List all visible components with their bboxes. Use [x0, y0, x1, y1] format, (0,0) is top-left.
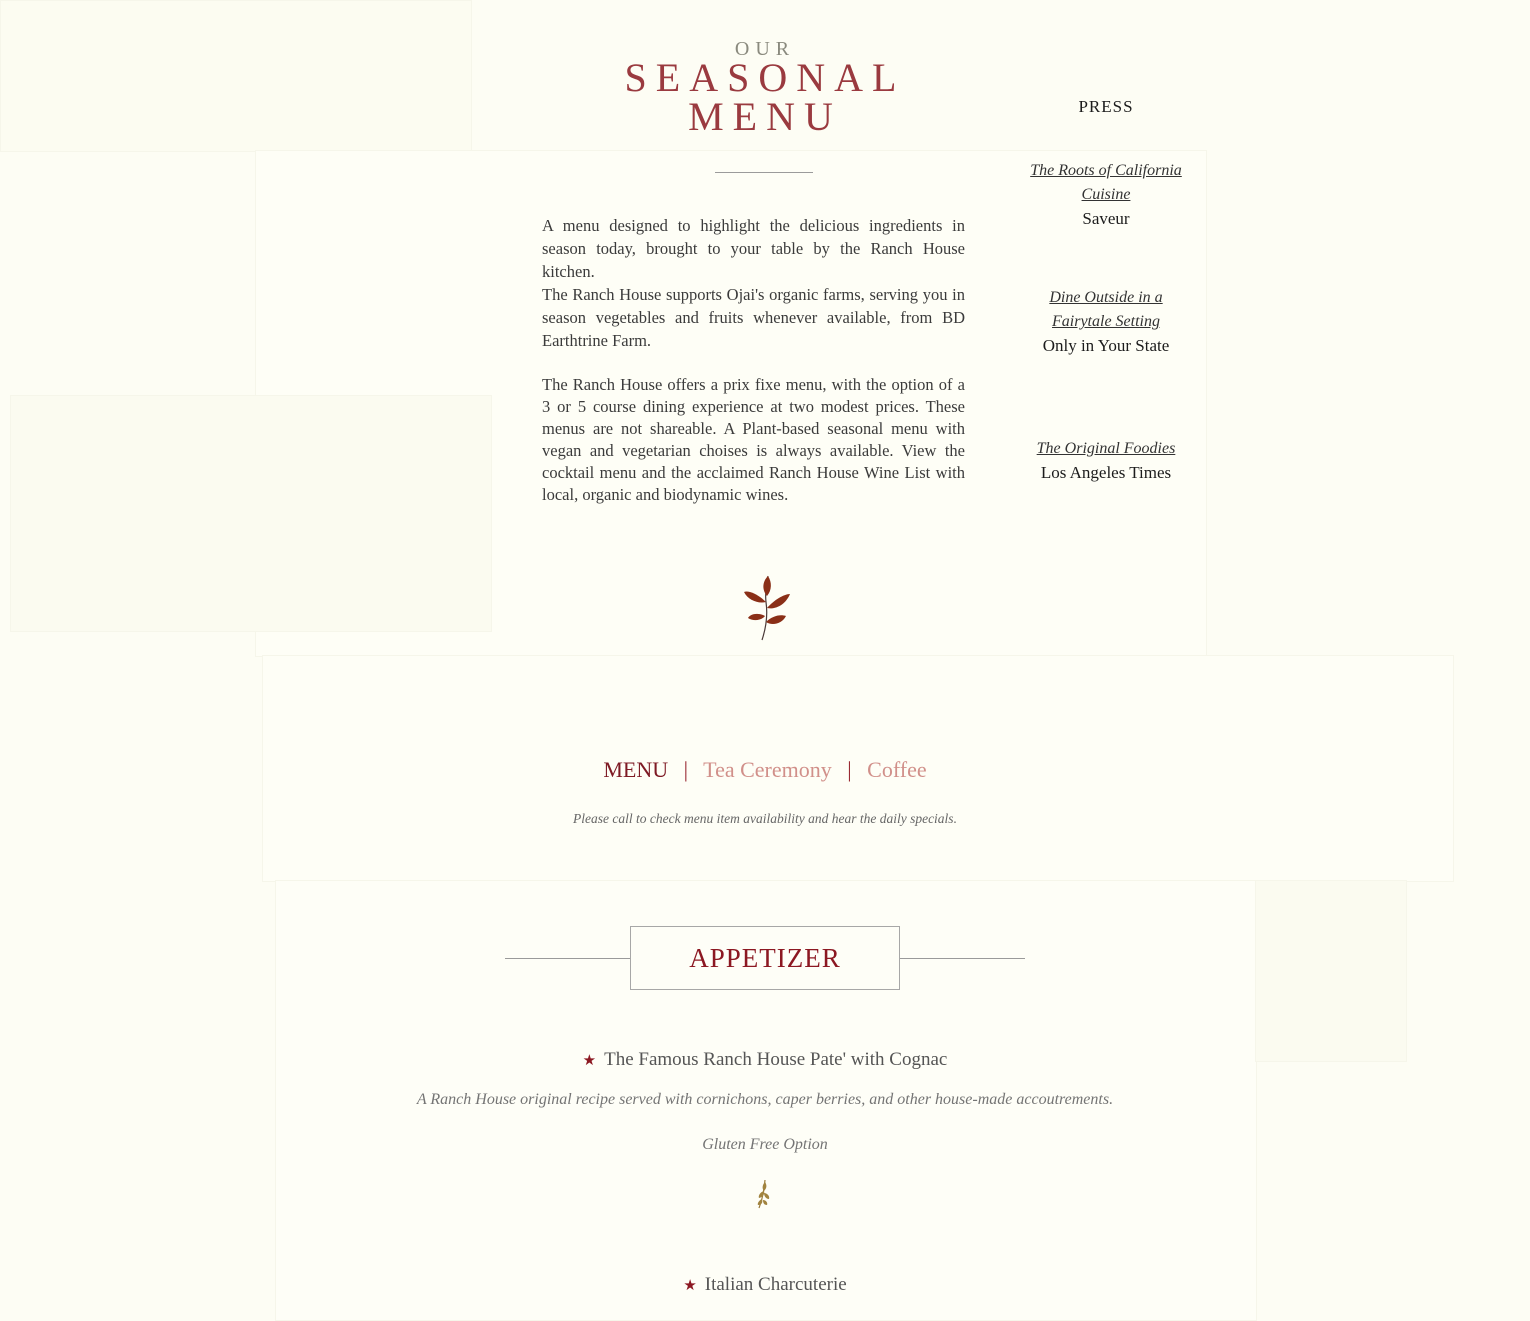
section-heading-appetizer: APPETIZER: [630, 926, 900, 990]
tab-menu[interactable]: MENU: [603, 757, 669, 782]
background-panel: [0, 0, 472, 152]
intro-paragraph: The Ranch House offers a prix fixe menu, with the option of a 3 or 5 course dining experience at two modest prices. These menus are not shareable. A Plant-based seasonal menu with vegan and vegetarian choises is always available. View the cocktail menu and the acclaimed Ranch House Wine List with local, organic and biodynamic wines.: [542, 375, 965, 504]
title-eyebrow: OUR: [734, 38, 796, 60]
tab-separator: |: [683, 757, 689, 782]
menu-item-note: Gluten Free Option: [702, 1136, 828, 1153]
page-title: [565, 55, 965, 139]
press-item: [1015, 437, 1197, 485]
star-icon: ★: [683, 1278, 697, 1294]
star-icon: ★: [582, 1053, 597, 1069]
menu-item-title: [415, 1274, 1115, 1296]
leaf-sprig-icon: [740, 572, 796, 644]
background-panel: [10, 395, 492, 632]
press-item: [1015, 159, 1197, 231]
background-panel: [1255, 880, 1407, 1062]
section-divider-right: [900, 958, 1025, 959]
page-title-line1: SEASONAL: [624, 55, 906, 100]
menu-item-description: A Ranch House original recipe served with cornichons, caper berries, and other house-made accoutrements.: [416, 1091, 1114, 1108]
press-heading: PRESS: [1078, 97, 1134, 116]
press-source: Saveur: [1082, 209, 1130, 228]
menu-tabs: [515, 757, 1015, 783]
tab-separator: |: [847, 757, 852, 782]
menu-item-title: [415, 1049, 1115, 1071]
availability-notice: Please call to check menu item availability and hear the daily specials.: [573, 811, 957, 826]
intro-paragraph: A menu designed to highlight the delicious ingredients in season today, brought to your table by the Ranch House kitchen.: [542, 216, 965, 281]
press-article-link[interactable]: The Roots of California Cuisine: [1030, 162, 1182, 203]
press-source: Only in Your State: [1042, 336, 1170, 355]
page-title-line2: MENU: [688, 94, 842, 139]
press-item: [1015, 286, 1197, 358]
intro-paragraph: The Ranch House supports Ojai's organic farms, serving you in season vegetables and fruits whenever available, from BD Earthtrine Farm.: [542, 285, 965, 350]
tab-tea-ceremony[interactable]: Tea Ceremony: [703, 757, 832, 782]
menu-item-name: The Famous Ranch House Pate' with Cognac: [604, 1049, 948, 1070]
press-article-link[interactable]: The Original Foodies: [1036, 440, 1176, 457]
section-divider-left: [505, 958, 630, 959]
title-divider: [715, 172, 813, 173]
press-article-link[interactable]: Dine Outside in a Fairytale Setting: [1049, 289, 1163, 330]
tab-coffee[interactable]: Coffee: [867, 757, 927, 782]
press-source: Los Angeles Times: [1040, 463, 1172, 482]
wheat-icon: [753, 1178, 775, 1210]
intro-text: [542, 214, 965, 506]
menu-item-name: Italian Charcuterie: [704, 1274, 847, 1295]
